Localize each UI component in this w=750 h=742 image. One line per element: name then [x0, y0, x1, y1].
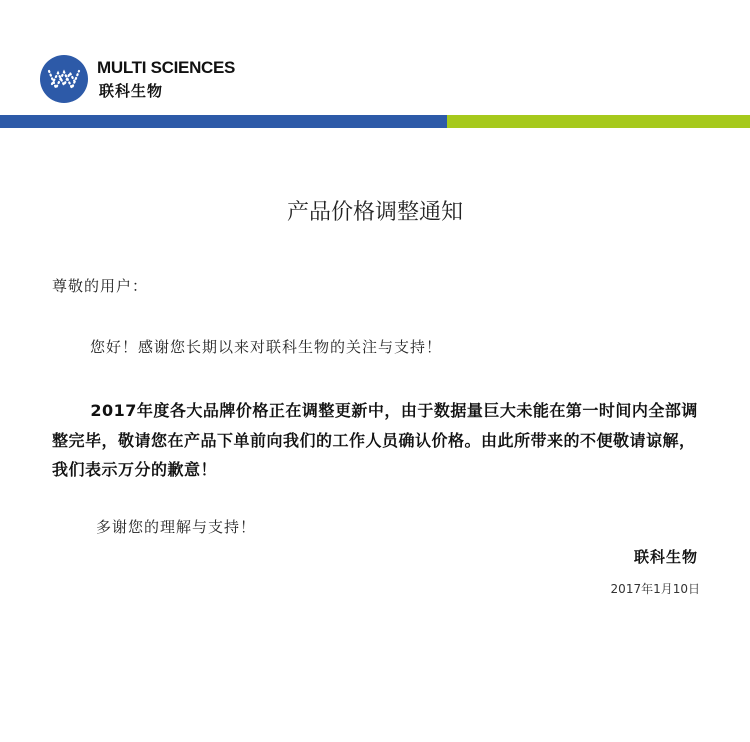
notice-title: 产品价格调整通知	[286, 200, 463, 225]
thanks-line: 多谢您的理解与支持！	[96, 518, 257, 536]
greeting: 您好！感谢您长期以来对联科生物的关注与支持！	[90, 338, 443, 356]
header	[0, 0, 750, 128]
salutation: 尊敬的用户：	[52, 277, 149, 295]
header-bar-blue	[0, 115, 447, 128]
notice-body: 2017年度各大品牌价格正在调整更新中，由于数据量巨大未能在第一时间内全部调整完毕，敬请您在产品下单前向我们的工作人员确认价格。由此所带来的不便敬请谅解，我们表示万分的歉意！	[52, 401, 698, 479]
notice-date: 2017年1月10日	[610, 582, 700, 596]
brand-name-chinese: 联科生物	[99, 82, 164, 100]
signature: 联科生物	[633, 548, 698, 566]
company-logo-icon	[40, 55, 88, 103]
header-bar-green	[447, 115, 750, 128]
brand-name-english: MULTI SCIENCES	[97, 58, 236, 77]
